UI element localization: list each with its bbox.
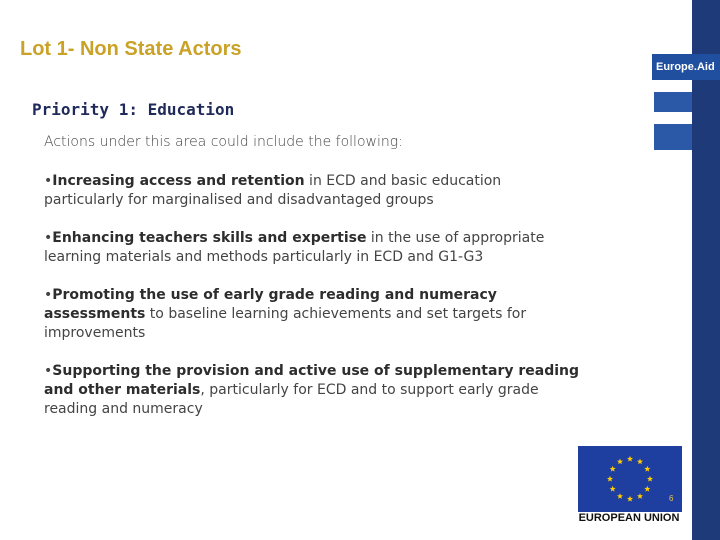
list-item xyxy=(44,229,584,267)
item-emphasis: Increasing access and retention xyxy=(52,173,305,189)
item-text: in the use of appropriate learning materials and methods particularly in ECD and G1-G3 xyxy=(44,230,545,265)
bullet: • xyxy=(44,287,53,303)
item-text: in ECD and basic education particularly for marginalised and disadvantaged groups xyxy=(44,173,502,208)
item-text: to baseline learning achievements and set targets for improvements xyxy=(44,306,527,341)
star-icon xyxy=(644,486,650,492)
bullet: • xyxy=(44,363,53,379)
brand-accent-bar xyxy=(654,124,692,150)
eu-flag-icon xyxy=(578,446,682,512)
item-emphasis: Supporting the provision and active use of supplementary reading and other materials xyxy=(44,363,580,398)
item-text: , particularly for ECD and to support early grade reading and numeracy xyxy=(44,382,539,417)
star-icon xyxy=(637,493,643,499)
brand-accent-bar xyxy=(654,92,692,112)
intro-text: Actions under this area could include the following: xyxy=(44,134,403,150)
star-icon xyxy=(627,456,633,462)
eu-label: EUROPEAN UNION xyxy=(578,512,680,524)
eu-flag-stars xyxy=(578,446,682,512)
page-number: 6 xyxy=(669,494,674,503)
star-icon xyxy=(607,476,613,482)
slide-content xyxy=(44,133,584,438)
star-icon xyxy=(617,458,623,464)
priority-heading: Priority 1: Education xyxy=(32,100,235,119)
star-icon xyxy=(610,466,616,472)
europeaid-brand-label: Europe.Aid xyxy=(652,54,720,80)
star-icon xyxy=(627,496,633,502)
list-item xyxy=(44,362,584,419)
star-icon xyxy=(610,486,616,492)
list-item xyxy=(44,286,584,343)
bullet: • xyxy=(44,173,53,189)
list-item xyxy=(44,172,584,210)
star-icon xyxy=(647,476,653,482)
right-brand-band xyxy=(692,0,720,540)
star-icon xyxy=(644,466,650,472)
star-icon xyxy=(617,493,623,499)
bullet: • xyxy=(44,230,53,246)
item-emphasis: Enhancing teachers skills and expertise xyxy=(52,230,367,246)
item-emphasis: Promoting the use of early grade reading and numeracy assessments xyxy=(44,287,497,322)
slide-title: Lot 1- Non State Actors xyxy=(20,38,242,60)
star-icon xyxy=(637,458,643,464)
